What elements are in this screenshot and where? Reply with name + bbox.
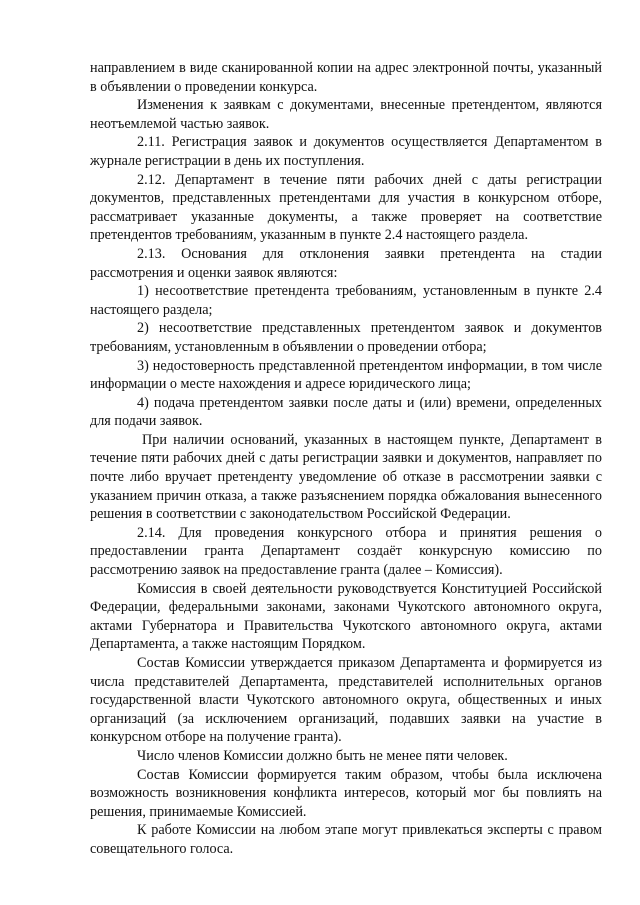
paragraph: Состав Комиссии формируется таким образом, чтобы была исключена возможность возникновения конфликта интересов, который мог бы повлиять на решения, принимаемые Комиссией.: [90, 766, 602, 820]
paragraph: Изменения к заявкам с документами, внесенные претендентом, являются неотъемлемой частью заявок.: [90, 97, 602, 132]
paragraph: Состав Комиссии утверждается приказом Департамента и формируется из числа представителей Департамента, представителей исполнительных органов государственной власти Чукотского автономного округа, общественных и иных организаций (за исключением организаций, подавших заявки на участие в конкурсном отборе на получение гранта).: [90, 655, 602, 746]
list-item: 2) несоответствие представленных претендентом заявок и документов требованиям, установленным в объявлении о проведении отбора;: [90, 320, 602, 355]
paragraph: К работе Комиссии на любом этапе могут привлекаться эксперты с правом совещательного голоса.: [90, 822, 602, 857]
paragraph: Число членов Комиссии должно быть не менее пяти человек.: [137, 747, 508, 764]
paragraph: 2.14. Для проведения конкурсного отбора и принятия решения о предоставлении гранта Департамент создаёт конкурсную комиссию по рассмотрению заявок на предоставление гранта (далее – Комиссия).: [90, 524, 602, 579]
list-item: 1) несоответствие претендента требованиям, установленным в пункте 2.4 настоящего раздела;: [90, 283, 602, 318]
paragraph: 2.11. Регистрация заявок и документов осуществляется Департаментом в журнале регистрации в день их поступления.: [90, 134, 602, 169]
document-page: [90, 59, 602, 859]
paragraph: 2.12. Департамент в течение пяти рабочих дней с даты регистрации документов, представленных претендентами для участия в конкурсном отборе, рассматривает указанные документы, а также проверяет на соответствие претендентов требованиям, указанным в пункте 2.4 настоящего раздела.: [90, 171, 602, 244]
list-item: 4) подача претендентом заявки после даты и (или) времени, определенных для подачи заявок.: [90, 394, 602, 430]
paragraph: направлением в виде сканированной копии на адрес электронной почты, указанный в объявлении о проведении конкурса.: [90, 60, 602, 95]
paragraph: Комиссия в своей деятельности руководствуется Конституцией Российской Федерации, федеральными законами, законами Чукотского автономного округа, актами Губернатора и Правительства Чукотского автономного округа, актами Департамента, а также настоящим Порядком.: [90, 580, 602, 653]
list-item: 3) недостоверность представленной претендентом информации, в том числе информации о месте нахождения и адресе юридического лица;: [90, 357, 602, 393]
paragraph: 2.13. Основания для отклонения заявки претендента на стадии рассмотрения и оценки заявок являются:: [90, 245, 602, 281]
paragraph: При наличии оснований, указанных в настоящем пункте, Департамент в течение пяти рабочих дней с даты регистрации заявки и документов, направляет по почте либо вручает претенденту уведомление об отказе в рассмотрении заявки с указанием причин отказа, а также разъяснением порядка обжалования вынесенного решения в соответствии с законодательством Российской Федерации.: [90, 431, 602, 523]
